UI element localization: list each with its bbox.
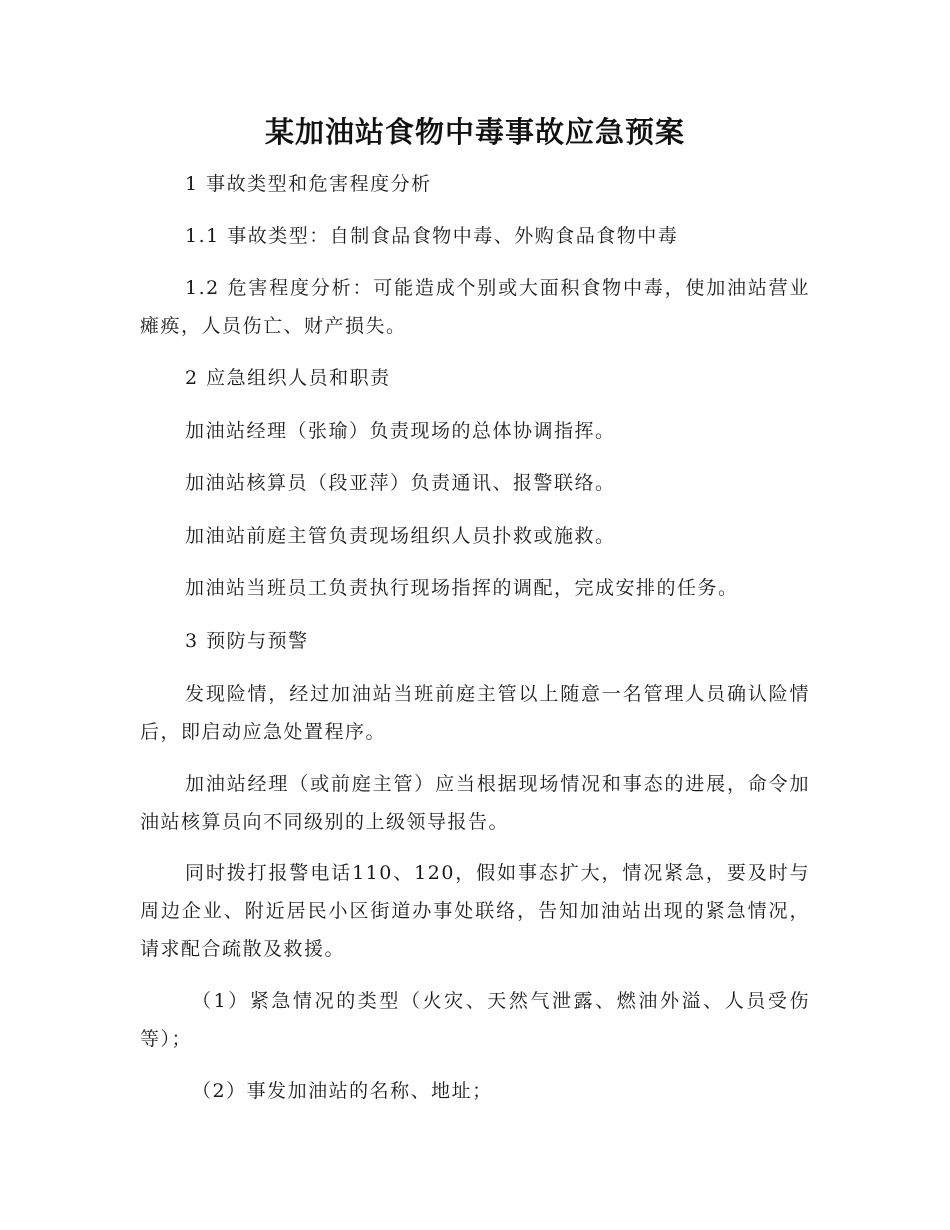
paragraph-risk-confirm: 发现险情，经过加油站当班前庭主管以上随意一名管理人员确认险情后，即启动应急处置程序。 (140, 683, 810, 743)
document-title: 某加油站食物中毒事故应急预案 (264, 115, 685, 149)
paragraph-staff-duty: 加油站当班员工负责执行现场指挥的调配，完成安排的任务。 (185, 577, 739, 599)
section-heading-3: 3 预防与预警 (185, 630, 309, 652)
paragraph-1-1: 1.1 事故类型：自制食品食物中毒、外购食品食物中毒 (185, 225, 679, 247)
paragraph-report-order: 加油站经理（或前庭主管）应当根据现场情况和事态的进展，命令加油站核算员向不同级别的上级领导报告。 (140, 773, 810, 833)
paragraph-emergency-call: 同时拨打报警电话110、120，假如事态扩大，情况紧急，要及时与周边企业、附近居民小区街道办事处联络，告知加油站出现的紧急情况，请求配合疏散及救援。 (140, 862, 810, 960)
list-item-station-address: （2）事发加油站的名称、地址； (192, 1080, 493, 1102)
paragraph-1-2: 1.2 危害程度分析：可能造成个别或大面积食物中毒，使加油站营业瘫痪，人员伤亡、财产损失。 (140, 277, 810, 337)
paragraph-supervisor-duty: 加油站前庭主管负责现场组织人员扑救或施救。 (185, 525, 616, 547)
list-item-emergency-type: （1）紧急情况的类型（火灾、天然气泄露、燃油外溢、人员受伤等）； (140, 990, 810, 1050)
section-heading-1: 1 事故类型和危害程度分析 (185, 173, 432, 195)
paragraph-manager-duty: 加油站经理（张瑜）负责现场的总体协调指挥。 (185, 420, 616, 442)
section-heading-2: 2 应急组织人员和职责 (185, 367, 391, 389)
paragraph-accountant-duty: 加油站核算员（段亚萍）负责通讯、报警联络。 (185, 472, 616, 494)
